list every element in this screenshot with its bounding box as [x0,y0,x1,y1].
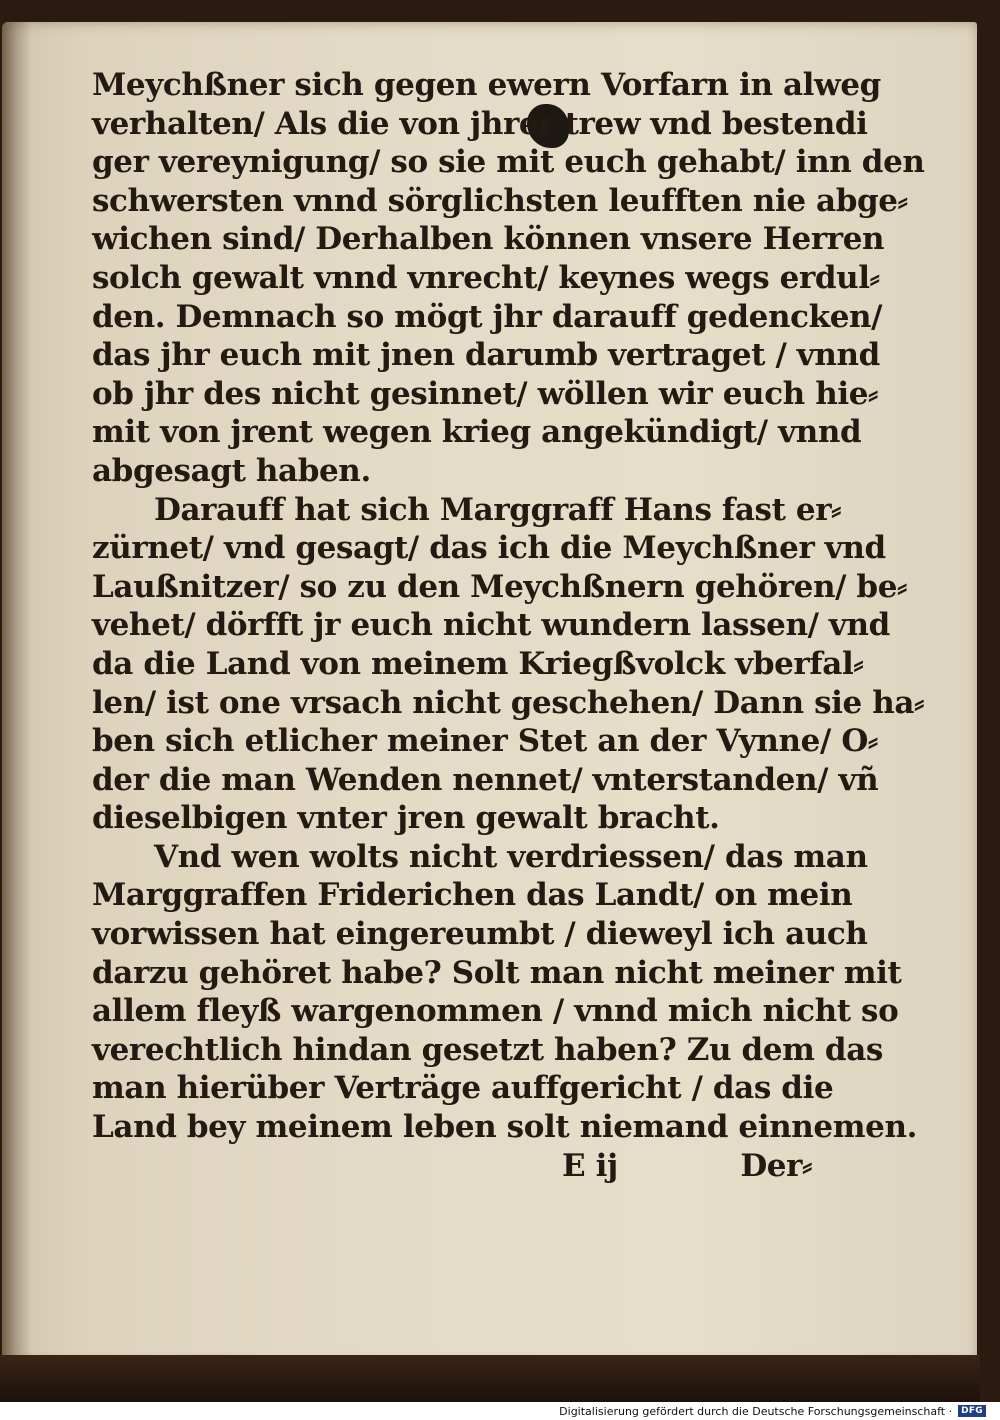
signature-mark: E ij [562,1147,618,1184]
text-line: wichen sind/ Derhalben können vnsere Herren [92,221,885,258]
text-line: ob jhr des nicht gesinnet/ wöllen wir euch hie⸗ [92,375,878,412]
page-bottom-edge [0,1355,980,1402]
footer-bar [0,1402,1000,1420]
body-text [92,66,925,1185]
text-line: zürnet/ vnd gesagt/ das ich die Meychßner vnd [92,530,886,567]
text-line: vehet/ dörfft jr euch nicht wundern lassen/ vnd [92,607,890,644]
text-line: Darauff hat sich Marggraff Hans fast er⸗ [154,491,842,528]
text-line: den. Demnach so mögt jhr darauff gedencken/ [92,298,883,335]
catchword: Der⸗ [740,1147,812,1184]
text-line: allem fleyß wargenommen / vnnd mich nicht so [92,993,899,1030]
text-line: darzu gehöret habe? Solt man nicht meiner mit [92,954,902,991]
dfg-logo: DFG [958,1405,986,1417]
text-line: das jhr euch mit jnen darumb vertraget / vnnd [92,337,880,374]
binding-shadow [2,22,32,1367]
text-line: ben sich etlicher meiner Stet an der Vynne/ O⸗ [92,723,878,760]
text-line: solch gewalt vnnd vnrecht/ keynes wegs erdul⸗ [92,259,880,296]
text-line: mit von jrent wegen krieg angekündigt/ vnnd [92,414,862,451]
text-line: ger vereynigung/ so sie mit euch gehabt/ inn den [92,144,925,181]
text-line: verhalten/ Als die von jhrer trew vnd bestendi [92,105,868,142]
text-line: Vnd wen wolts nicht verdriessen/ das man [154,838,868,875]
text-line: Marggraffen Friderichen das Landt/ on mein [92,877,853,914]
text-line: man hierüber Verträge auffgericht / das die [92,1070,834,1107]
text-line: abgesagt haben. [92,452,371,489]
signature-line [92,1147,822,1186]
text-line: der die man Wenden nennet/ vnterstanden/ vñ [92,761,879,798]
text-line: vorwissen hat eingereumbt / dieweyl ich auch [92,916,868,953]
text-line: Land bey meinem leben solt niemand einnemen. [92,1109,917,1146]
text-line: dieselbigen vnter jren gewalt bracht. [92,800,720,837]
text-line: Meychßner sich gegen ewern Vorfarn in alweg [92,67,881,103]
text-line: Laußnitzer/ so zu den Meychßnern gehören/ be⸗ [92,568,907,605]
footer-credit: Digitalisierung gefördert durch die Deutsche Forschungsgemeinschaft · [559,1404,953,1418]
text-line: verechtlich hindan gesetzt haben? Zu dem das [92,1031,883,1068]
text-line: schwersten vnnd sörglichsten leufften nie abge⸗ [92,182,908,219]
text-line: da die Land von meinem Kriegßvolck vberfal⸗ [92,645,864,682]
text-line: len/ ist one vrsach nicht geschehen/ Dann sie ha⸗ [92,684,924,721]
